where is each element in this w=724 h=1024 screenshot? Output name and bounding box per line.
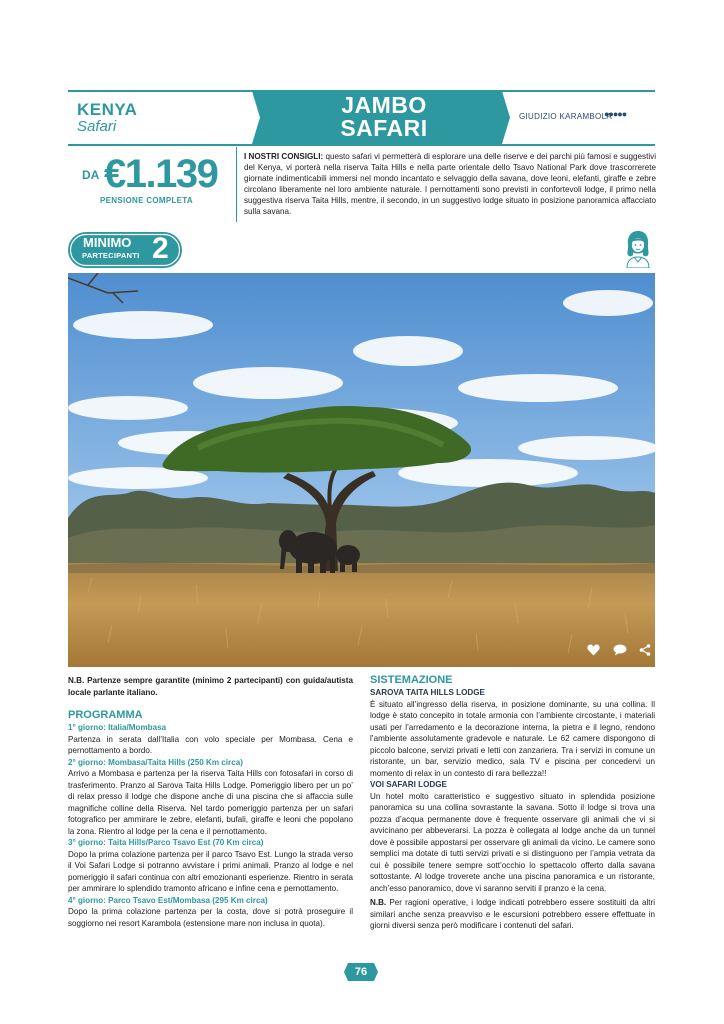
lodge-note-text: Per ragioni operative, i lodge indicati potrebbero essere sostituiti da altri similari anche senza preavviso e le escursioni potrebbero essere effettuate in giorni diversi senza però modificare i contenuti del safari. — [370, 898, 655, 930]
heart-icon[interactable] — [587, 644, 600, 659]
sistemazione-title: SISTEMAZIONE — [370, 674, 453, 686]
price-amount: €1.139 — [104, 152, 218, 196]
trip-title-line2: SAFARI — [340, 115, 428, 141]
lodge2-title: VOI SAFARI LODGE — [370, 780, 447, 789]
day-text: Partenza in serata dall’Italia con volo speciale per Mombasa. Cena e pernottamento a bordo. — [68, 734, 353, 755]
lodge1-title: SAROVA TAITA HILLS LODGE — [370, 688, 485, 697]
programma-title: PROGRAMMA — [68, 709, 143, 721]
badge-count: 2 — [152, 232, 169, 265]
page-number: 76 — [354, 966, 368, 978]
lodge2-text: Un hotel molto caratteristico e suggestivo situato in splendida posizione panoramica su una collina sovrastante la savana. Sotto il lodge si trova una pozza d’acqua permanente dove è frequente osservare gli animali che vi si avvicinano per abbeverarsi. La pozza è collegata al lodge anche da un tunnel dove è possibile appostarsi per osservare gli animali da vicino. Le camere sono semplici ma dotate di tutti servizi privati e si distinguono per l’ampia vetrata da cui è possibile tenere sempre sott’occhio lo spettacolo offerto dalla savana sottostante. Al lodge troverete anche una piscina panoramica e un ristorante, anch’esso panoramico, dove vi saranno serviti il pranzo e la cena. — [370, 791, 655, 893]
price-divider — [236, 147, 237, 222]
departure-note: N.B. Partenze sempre garantite (minimo 2 partecipanti) con guida/autista locale parlante italiano. — [68, 676, 353, 697]
day-title: 3° giorno: Taita Hills/Parco Tsavo Est (70 Km circa) — [68, 838, 264, 847]
lodge-note-label: N.B. — [370, 898, 387, 907]
photo-actions — [578, 644, 651, 659]
day-title: 2° giorno: Mombasa/Taita Hills (250 Km circa) — [68, 757, 243, 767]
trip-title — [304, 94, 464, 140]
left-column — [68, 675, 353, 929]
tour-guide-icon — [622, 228, 654, 268]
comment-icon[interactable] — [613, 644, 627, 659]
badge-minimo-text: MINIMO — [83, 235, 132, 250]
lodge-note — [370, 897, 655, 932]
trip-type-label: Safari — [77, 118, 117, 135]
day-title: 1° giorno: Italia/Mombasa — [68, 723, 167, 732]
price-prefix: DA — [82, 168, 100, 182]
advice-text: questo safari vi permetterà di esplorare una delle riserve e dei parchi più famosi e suggestivi del Kenya, vi porterà nella riserva Taita Hills e nella parte orientale dello Tsavo National Park dove trascorrerete giornate indimenticabili immersi nel mondo incantato e selvaggio della savana, dove leoni, elefanti, giraffe e zebre circolano liberamente nel loro ambiente naturale. I pernottamenti sono previsti in confortevoli lodge, il primo nella suggestiva riserva Taita Hills, mentre, il secondo, in un suggestivo lodge situato in posizione panoramica affacciato sulla savana. — [244, 152, 656, 217]
savanna-photo-illustration — [68, 273, 655, 667]
advice-label: I NOSTRI CONSIGLI: — [244, 152, 324, 161]
rating-stars: ●●●●● — [604, 109, 627, 119]
rating-label: GIUDIZIO KARAMBOLA — [519, 112, 612, 121]
country-label: KENYA — [77, 100, 138, 119]
savanna-photo — [68, 273, 655, 667]
day-text: Arrivo a Mombasa e partenza per la riserva Taita Hills con fotosafari in corso di trasferimento. Pranzo al Sarova Taita Hills Lodge. Pomeriggio libero per un po’ di relax presso il lodge che dispone anche di una piscina che si affaccia sulle magnifiche colline della Riserva. Nel tardo pomeriggio partenza per un safari fotografico per ammirare le zebre, elefanti, bufali, giraffe e leoni che popolano la zona. Rientro al lodge per la cena e il pernottamento. — [68, 769, 353, 836]
day-text: Dopo la prima colazione partenza per il parco Tsavo Est. Lungo la strada verso il Voi Safari Lodge si potranno avvistare i primi animali. Pranzo al lodge e nel pomeriggio il safari continua con altri emozionanti esperienze. Rientro in serata per ammirare lo splendido tramonto africano e infine cena e pernottamento. — [68, 849, 353, 893]
day-text: Dopo la prima colazione partenza per la costa, dove si potrà proseguire il soggiorno nei resort Karambola (estensione mare non inclusa in quota). — [68, 907, 353, 928]
trip-title-line1: JAMBO — [341, 92, 427, 118]
board-type: PENSIONE COMPLETA — [100, 196, 193, 205]
share-icon[interactable] — [639, 644, 651, 659]
title-banner — [244, 91, 510, 144]
advice-paragraph — [244, 151, 656, 218]
badge-partecipanti-text: PARTECIPANTI — [82, 251, 140, 260]
lodge1-text: È situato all’ingresso della riserva, in posizione dominante, su una collina. Il lodge è stato concepito in totale armonia con l’ambiente circostante, i materiali usati per l’arredamento e la decorazione interna, la pietra e il legno, rendono l’ambiente assolutamente gradevole e naturale. Le 62 camere dispongono di piccolo balcone, servizi privati e letti con zanzariera. Tra i servizi in comune un ristorante, un bar, servizio medico, sala TV e piscina per concedervi un momento di relax in un contesto di rara bellezza!! — [370, 699, 655, 778]
day-title: 4° giorno: Parco Tsavo Est/Mombasa (295 Km circa) — [68, 895, 268, 905]
header-bottom-rule — [68, 144, 655, 146]
right-column — [370, 674, 655, 932]
